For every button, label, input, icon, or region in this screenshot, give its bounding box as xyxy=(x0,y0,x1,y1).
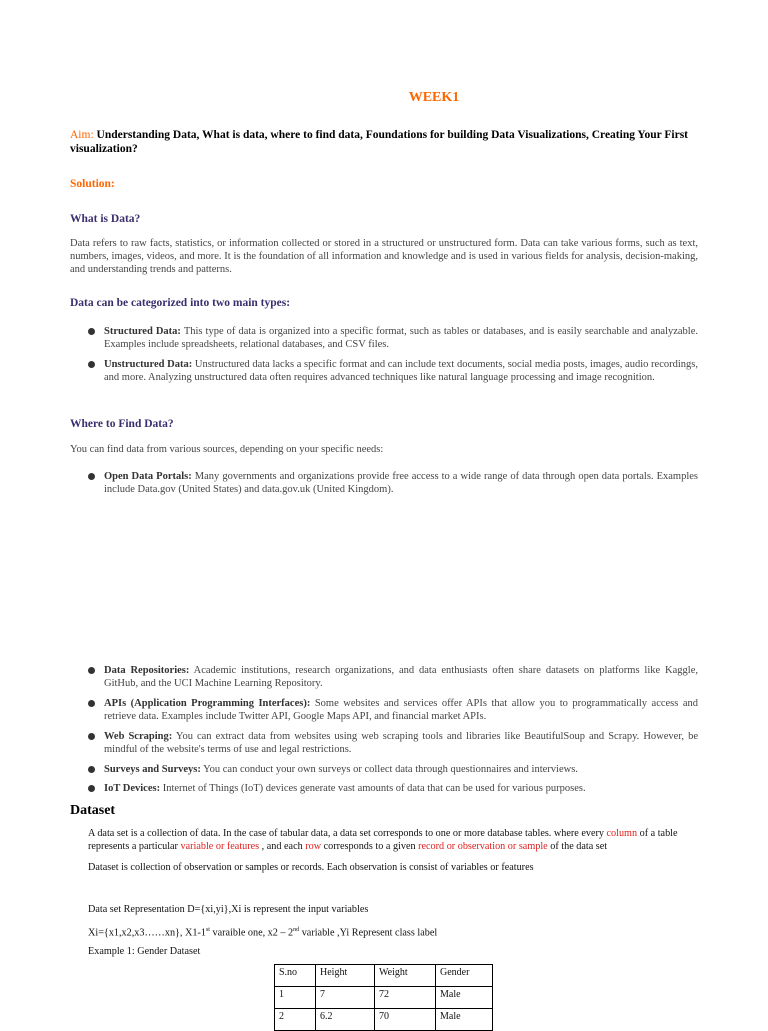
superscript: st xyxy=(205,927,210,933)
categories-heading: Data can be categorized into two main types: xyxy=(70,297,291,309)
item-text: Internet of Things (IoT) devices generate vast amounts of data that can be used for various purposes. xyxy=(162,783,586,794)
list-item xyxy=(88,730,698,756)
item-title: Surveys and Surveys: xyxy=(104,764,201,775)
where-intro: You can find data from various sources, depending on your specific needs: xyxy=(70,444,384,455)
what-is-data-paragraph: Data refers to raw facts, statistics, or information collected or stored in a structured or unstructured form. Data can take various forms, such as text, numbers, images, videos, and more. It is the foundation of all information and knowledge and is used in various fields for analysis, decision-making, and understanding trends and patterns. xyxy=(70,238,698,276)
column-header: Weight xyxy=(375,965,436,987)
table-cell: 72 xyxy=(375,987,436,1009)
highlight-column: column xyxy=(606,828,638,839)
dataset-heading: Dataset xyxy=(70,803,116,818)
table-cell: Male xyxy=(436,987,493,1009)
table-cell: 2 xyxy=(275,1009,316,1031)
list-item xyxy=(88,664,698,690)
dataset-definition xyxy=(88,827,698,853)
list-item xyxy=(88,782,698,795)
text-segment: corresponds to a given xyxy=(323,841,416,853)
item-title: Structured Data: xyxy=(104,326,181,337)
highlight-row: row xyxy=(305,841,322,853)
item-text: You can extract data from websites using web scraping tools and libraries like BeautifulSoup and Scrapy. However, be mindful of the website's terms of use and legal restrictions. xyxy=(104,731,698,756)
table-row xyxy=(275,987,493,1009)
item-title: Data Repositories: xyxy=(104,665,190,676)
table-cell: 1 xyxy=(275,987,316,1009)
text-segment: , and each xyxy=(261,841,303,853)
text-segment: varaible one, x2 – 2 xyxy=(212,927,294,939)
item-text: You can conduct your own surveys or collect data through questionnaires and interviews. xyxy=(203,764,578,775)
text-segment: of the data set xyxy=(550,841,608,853)
solution-label: Solution: xyxy=(70,178,115,190)
table-cell: 70 xyxy=(375,1009,436,1031)
column-header: Height xyxy=(316,965,375,987)
item-title: Open Data Portals: xyxy=(104,471,192,482)
dataset-variables xyxy=(88,924,698,940)
item-title: IoT Devices: xyxy=(104,783,161,794)
item-title: Unstructured Data: xyxy=(104,359,193,370)
item-title: APIs (Application Programming Interfaces): xyxy=(104,698,311,709)
column-header: S.no xyxy=(275,965,316,987)
list-item xyxy=(88,325,698,351)
text-segment: variable ,Yi Represent class label xyxy=(301,927,438,939)
superscript: nd xyxy=(293,927,300,933)
table-row xyxy=(275,1009,493,1031)
item-text: Academic institutions, research organizations, and data enthusiasts often share datasets on platforms like Kaggle, GitHub, and the UCI Machine Learning Repository. xyxy=(104,665,698,690)
text-segment: A data set is a collection of data. In the case of tabular data, a data set corresponds to one or more database tables. where every xyxy=(88,828,604,839)
highlight-variable: variable or features xyxy=(180,841,260,853)
dataset-description: Dataset is collection of observation or samples or records. Each observation is consist of variables or features xyxy=(88,862,534,873)
aim-label: Aim: xyxy=(70,129,94,141)
bullet-icon xyxy=(88,667,95,674)
item-text: Some websites and services offer APIs that allow you to programmatically access and retrieve data. Examples include Twitter API, Google Maps API, and financial market APIs. xyxy=(104,698,699,723)
table-cell: 7 xyxy=(316,987,375,1009)
bullet-icon xyxy=(88,785,95,792)
bullet-icon xyxy=(88,700,95,707)
bullet-icon xyxy=(88,473,95,480)
what-is-data-heading: What is Data? xyxy=(70,213,141,225)
bullet-icon xyxy=(88,361,95,368)
table-header-row xyxy=(275,965,493,987)
list-item xyxy=(88,697,698,723)
bullet-icon xyxy=(88,766,95,773)
list-item xyxy=(88,358,698,384)
example-caption: Example 1: Gender Dataset xyxy=(88,946,201,957)
highlight-record: record or observation or sample xyxy=(418,841,548,853)
list-item xyxy=(88,470,698,496)
text-segment: Xi={x1,x2,x3……xn}, X1-1 xyxy=(88,927,206,939)
item-text: This type of data is organized into a specific format, such as tables or databases, and is easily searchable and analyzable. Examples include spreadsheets, relational databases, and CSV files. xyxy=(104,326,698,351)
dataset-representation: Data set Representation D={xi,yi},Xi is represent the input variables xyxy=(88,904,369,915)
where-heading: Where to Find Data? xyxy=(70,418,174,430)
item-text: Unstructured data lacks a specific format and can include text documents, social media posts, images, audio recordings, and more. Analyzing unstructured data often requires advanced techniques like natural language processing and image recognition. xyxy=(104,359,698,384)
item-title: Web Scraping: xyxy=(104,731,173,742)
item-text: Many governments and organizations provide free access to a wide range of data through open data portals. Examples include Data.gov (United States) and data.gov.uk (United Kingdom). xyxy=(104,471,698,496)
bullet-icon xyxy=(88,328,95,335)
column-header: Gender xyxy=(436,965,493,987)
bullet-icon xyxy=(88,733,95,740)
aim-text: Understanding Data, What is data, where to find data, Foundations for building Data Visualizations, Creating Your First visualization? xyxy=(70,129,688,155)
text-segment: of a table represents a particular xyxy=(88,828,678,853)
list-item xyxy=(88,763,698,776)
page-title: WEEK1 xyxy=(408,90,460,105)
gender-dataset-table xyxy=(274,964,493,1031)
table-cell: Male xyxy=(436,1009,493,1031)
table-cell: 6.2 xyxy=(316,1009,375,1031)
aim-statement xyxy=(70,129,690,156)
